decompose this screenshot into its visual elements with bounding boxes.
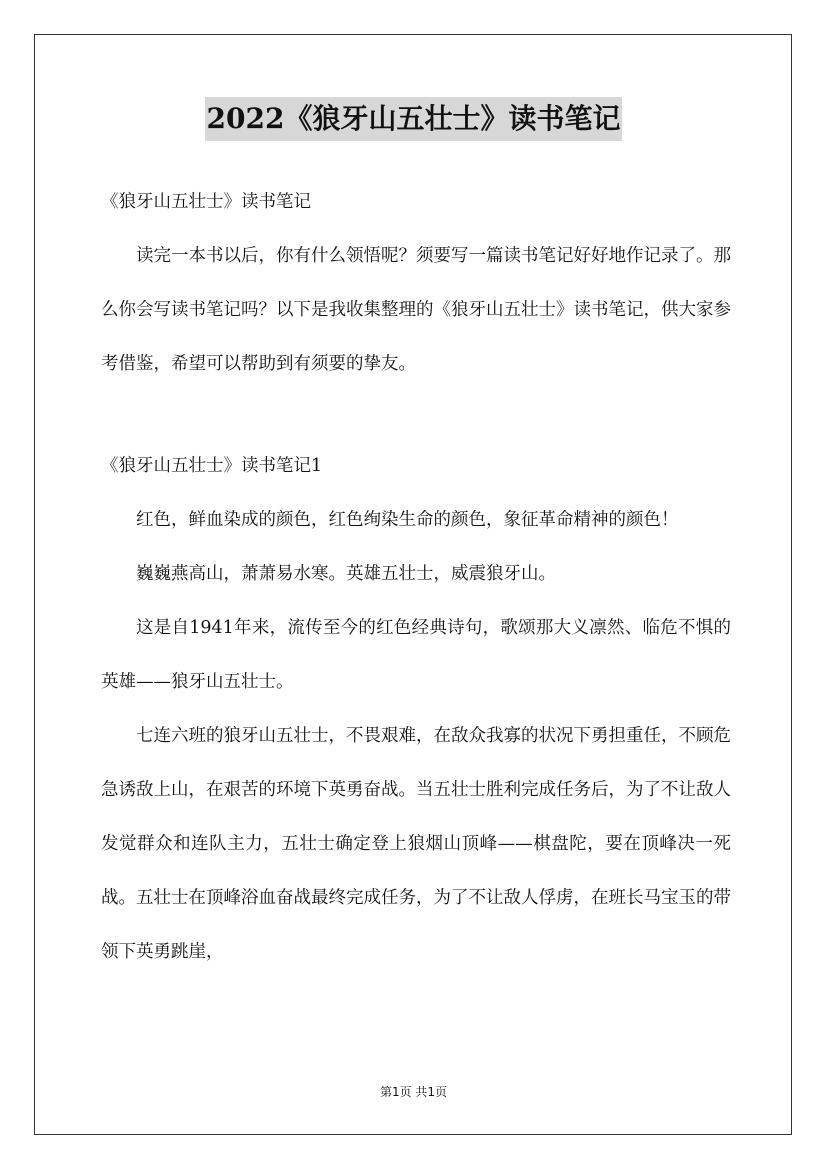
page-number-label: 第1页 共1页 [379,1085,448,1099]
document-title: 2022《狼牙山五壮士》读书笔记 [205,97,623,141]
title-container [0,97,827,141]
body-paragraph: 巍巍燕高山，萧萧易水寒。英雄五壮士，威震狼牙山。 [136,564,556,584]
intro-paragraph: 读完一本书以后，你有什么领悟呢？须要写一篇读书笔记好好地作记录了。那么你会写读书笔记吗？以下是我收集整理的《狼牙山五壮士》读书笔记，供大家参考借鉴，希望可以帮助到有须要的挚友。 [101,246,731,374]
body-paragraph: 红色，鲜血染成的颜色，红色绚染生命的颜色，象征革命精神的颜色！ [136,510,679,530]
section-gap [101,391,731,439]
body-paragraph: 这是自1941年来，流传至今的红色经典诗句，歌颂那大义凛然、临危不惧的英雄——狼牙山五壮士。 [101,618,731,692]
section-heading: 《狼牙山五壮士》读书笔记1 [101,456,323,476]
body-paragraph: 七连六班的狼牙山五壮士，不畏艰难，在敌众我寡的状况下勇担重任，不顾危急诱敌上山，在艰苦的环境下英勇奋战。当五壮士胜利完成任务后，为了不让敌人发觉群众和连队主力，五壮士确定登上狼烟山顶峰——棋盘陀，要在顶峰决一死战。五壮士在顶峰浴血奋战最终完成任务，为了不让敌人俘虏，在班长马宝玉的带领下英勇跳崖， [101,726,731,962]
document-body [101,175,731,979]
subtitle: 《狼牙山五壮士》读书笔记 [101,192,311,212]
page-footer [0,1083,827,1100]
